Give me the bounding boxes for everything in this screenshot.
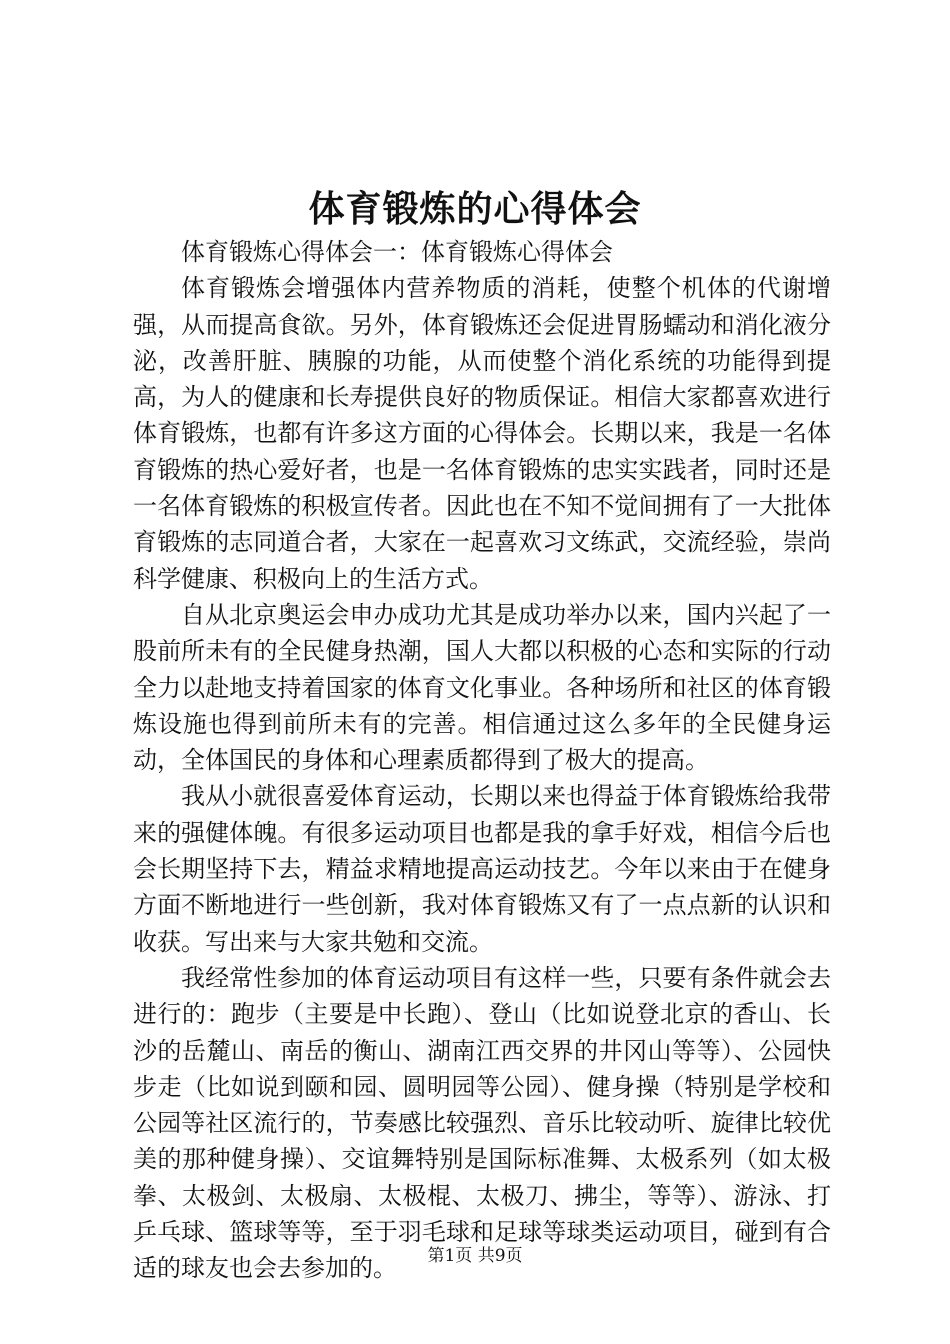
paragraph: 我从小就很喜爱体育运动，长期以来也得益于体育锻炼给我带来的强健体魄。有很多运动项目也都是我的拿手好戏，相信今后也会长期坚持下去，精益求精地提高运动技艺。今年以来由于在健身方面不断地进行一些创新，我对体育锻炼又有了一点点新的认识和收获。写出来与大家共勉和交流。 (133, 782, 831, 956)
paragraph: 我经常性参加的体育运动项目有这样一些，只要有条件就会去进行的：跑步（主要是中长跑）、登山（比如说登北京的香山、长沙的岳麓山、南岳的衡山、湖南江西交界的井冈山等等）、公园快步走（比如说到颐和园、圆明园等公园）、健身操（特别是学校和公园等社区流行的，节奏感比较强烈、音乐比较动听、旋律比较优美的那种健身操）、交谊舞特别是国际标准舞、太极系列（如太极拳、太极剑、太极扇、太极棍、太极刀、拂尘，等等）、游泳、打乒乓球、篮球等等，至于羽毛球和足球等球类运动项目，碰到有合适的球友也会去参加的。 (133, 963, 831, 1283)
paragraph: 体育锻炼会增强体内营养物质的消耗，使整个机体的代谢增强，从而提高食欲。另外，体育锻炼还会促进胃肠蠕动和消化液分泌，改善肝脏、胰腺的功能，从而使整个消化系统的功能得到提高，为人的健康和长寿提供良好的物质保证。相信大家都喜欢进行体育锻炼，也都有许多这方面的心得体会。长期以来，我是一名体育锻炼的热心爱好者，也是一名体育锻炼的忠实实践者，同时还是一名体育锻炼的积极宣传者。因此也在不知不觉间拥有了一大批体育锻炼的志同道合者，大家在一起喜欢习文练武，交流经验，崇尚科学健康、积极向上的生活方式。 (133, 274, 831, 593)
page-footer: 第1页 共9页 (427, 1246, 523, 1266)
document-title: 体育锻炼的心得体会 (308, 188, 642, 230)
document-body (133, 234, 831, 1287)
paragraph: 自从北京奥运会申办成功尤其是成功举办以来，国内兴起了一股前所未有的全民健身热潮，国人大都以积极的心态和实际的行动全力以赴地支持着国家的体育文化事业。各种场所和社区的体育锻炼设施也得到前所未有的完善。相信通过这么多年的全民健身运动，全体国民的身体和心理素质都得到了极大的提高。 (133, 600, 831, 775)
paragraph-subtitle: 体育锻炼心得体会一：体育锻炼心得体会 (181, 238, 613, 266)
